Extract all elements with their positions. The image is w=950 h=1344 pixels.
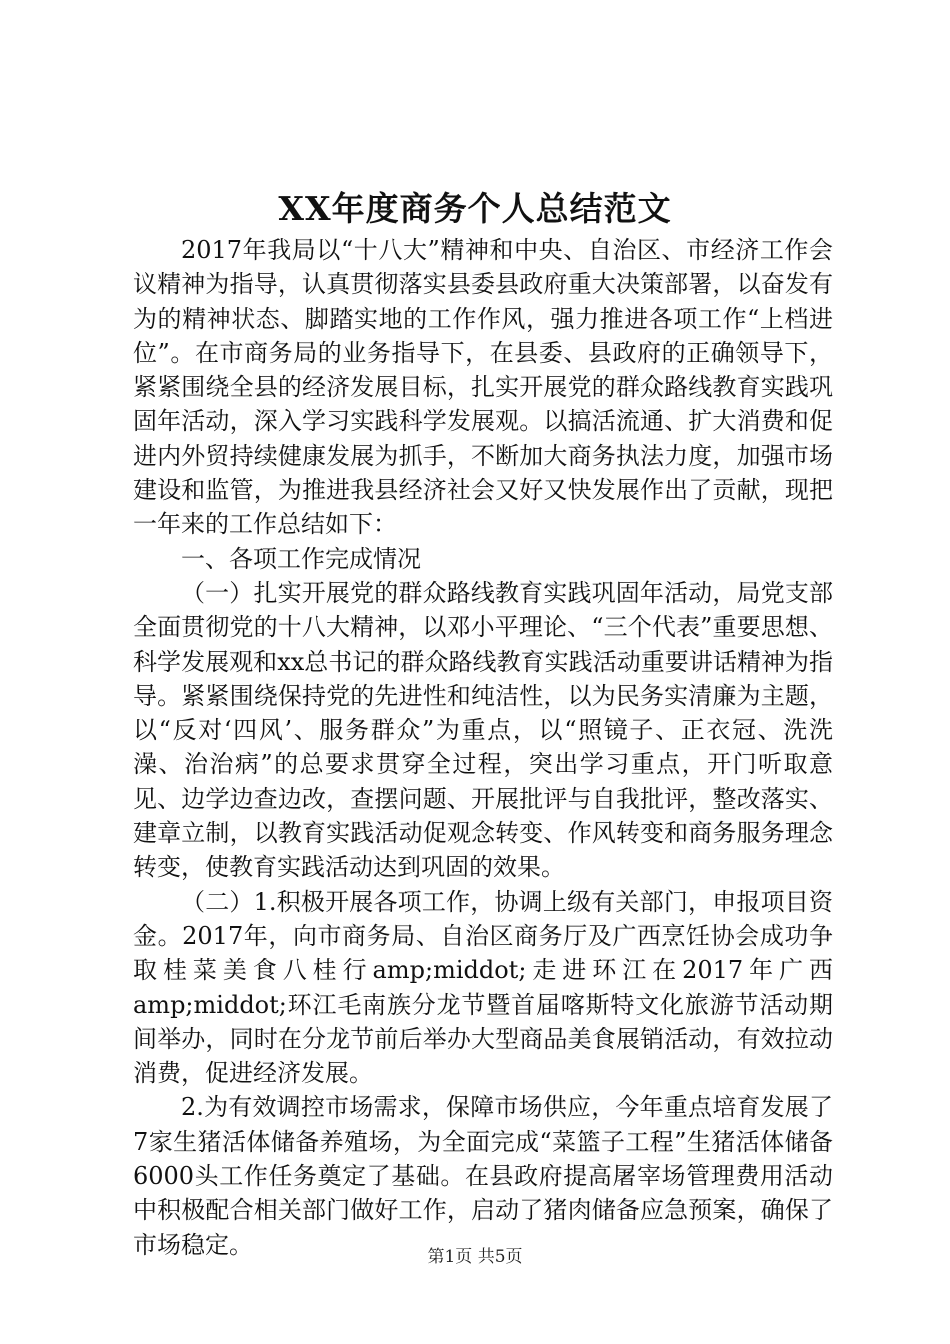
document-title: XX年度商务个人总结范文 (278, 189, 672, 228)
paragraph-part-one: （一）扎实开展党的群众路线教育实践巩固年活动，局党支部全面贯彻党的十八大精神，以邓小平理论、“三个代表”重要思想、科学发展观和xx总书记的群众路线教育实践活动重要讲话精神为指导。紧紧围绕保持党的先进性和纯洁性，以为民务实清廉为主题，以“反对‘四风’、服务群众”为重点，以“照镜子、正衣冠、洗洗澡、治治病”的总要求贯穿全过程，突出学习重点，开门听取意见、边学边查边改，查摆问题、开展批评与自我批评，整改落实、建章立制，以教育实践活动促观念转变、作风转变和商务服务理念转变，使教育实践活动达到巩固的效果。 (133, 578, 833, 882)
page-indicator: 第1页 共5页 (427, 1247, 523, 1267)
intro-paragraph: 2017年我局以“十八大”精神和中央、自治区、市经济工作会议精神为指导，认真贯彻落实县委县政府重大决策部署，以奋发有为的精神状态、脚踏实地的工作作风，强力推进各项工作“上档进位”。在市商务局的业务指导下，在县委、县政府的正确领导下，紧紧围绕全县的经济发展目标，扎实开展党的群众路线教育实践巩固年活动，深入学习实践科学发展观。以搞活流通、扩大消费和促进内外贸持续健康发展为抓手，不断加大商务执法力度，加强市场建设和监管，为推进我县经济社会又好又快发展作出了贡献，现把一年来的工作总结如下： (133, 236, 833, 539)
document-body (133, 233, 833, 1262)
paragraph-item-two: 2.为有效调控市场需求，保障市场供应，今年重点培育发展了7家生猪活体储备养殖场，为全面完成“菜篮子工程”生猪活体储备6000头工作任务奠定了基础。在县政府提高屠宰场管理费用活动中积极配合相关部门做好工作，启动了猪肉储备应急预案，确保了市场稳定。 (133, 1093, 833, 1259)
paragraph-part-two: （二）1.积极开展各项工作，协调上级有关部门，申报项目资金。2017年，向市商务局、自治区商务厅及广西烹饪协会成功争取桂菜美食八桂行amp;middot;走进环江在2017年广西amp;middot;环江毛南族分龙节暨首届喀斯特文化旅游节活动期间举办，同时在分龙节前后举办大型商品美食展销活动，有效拉动消费，促进经济发展。 (133, 887, 833, 1088)
section-heading: 一、各项工作完成情况 (181, 544, 421, 573)
